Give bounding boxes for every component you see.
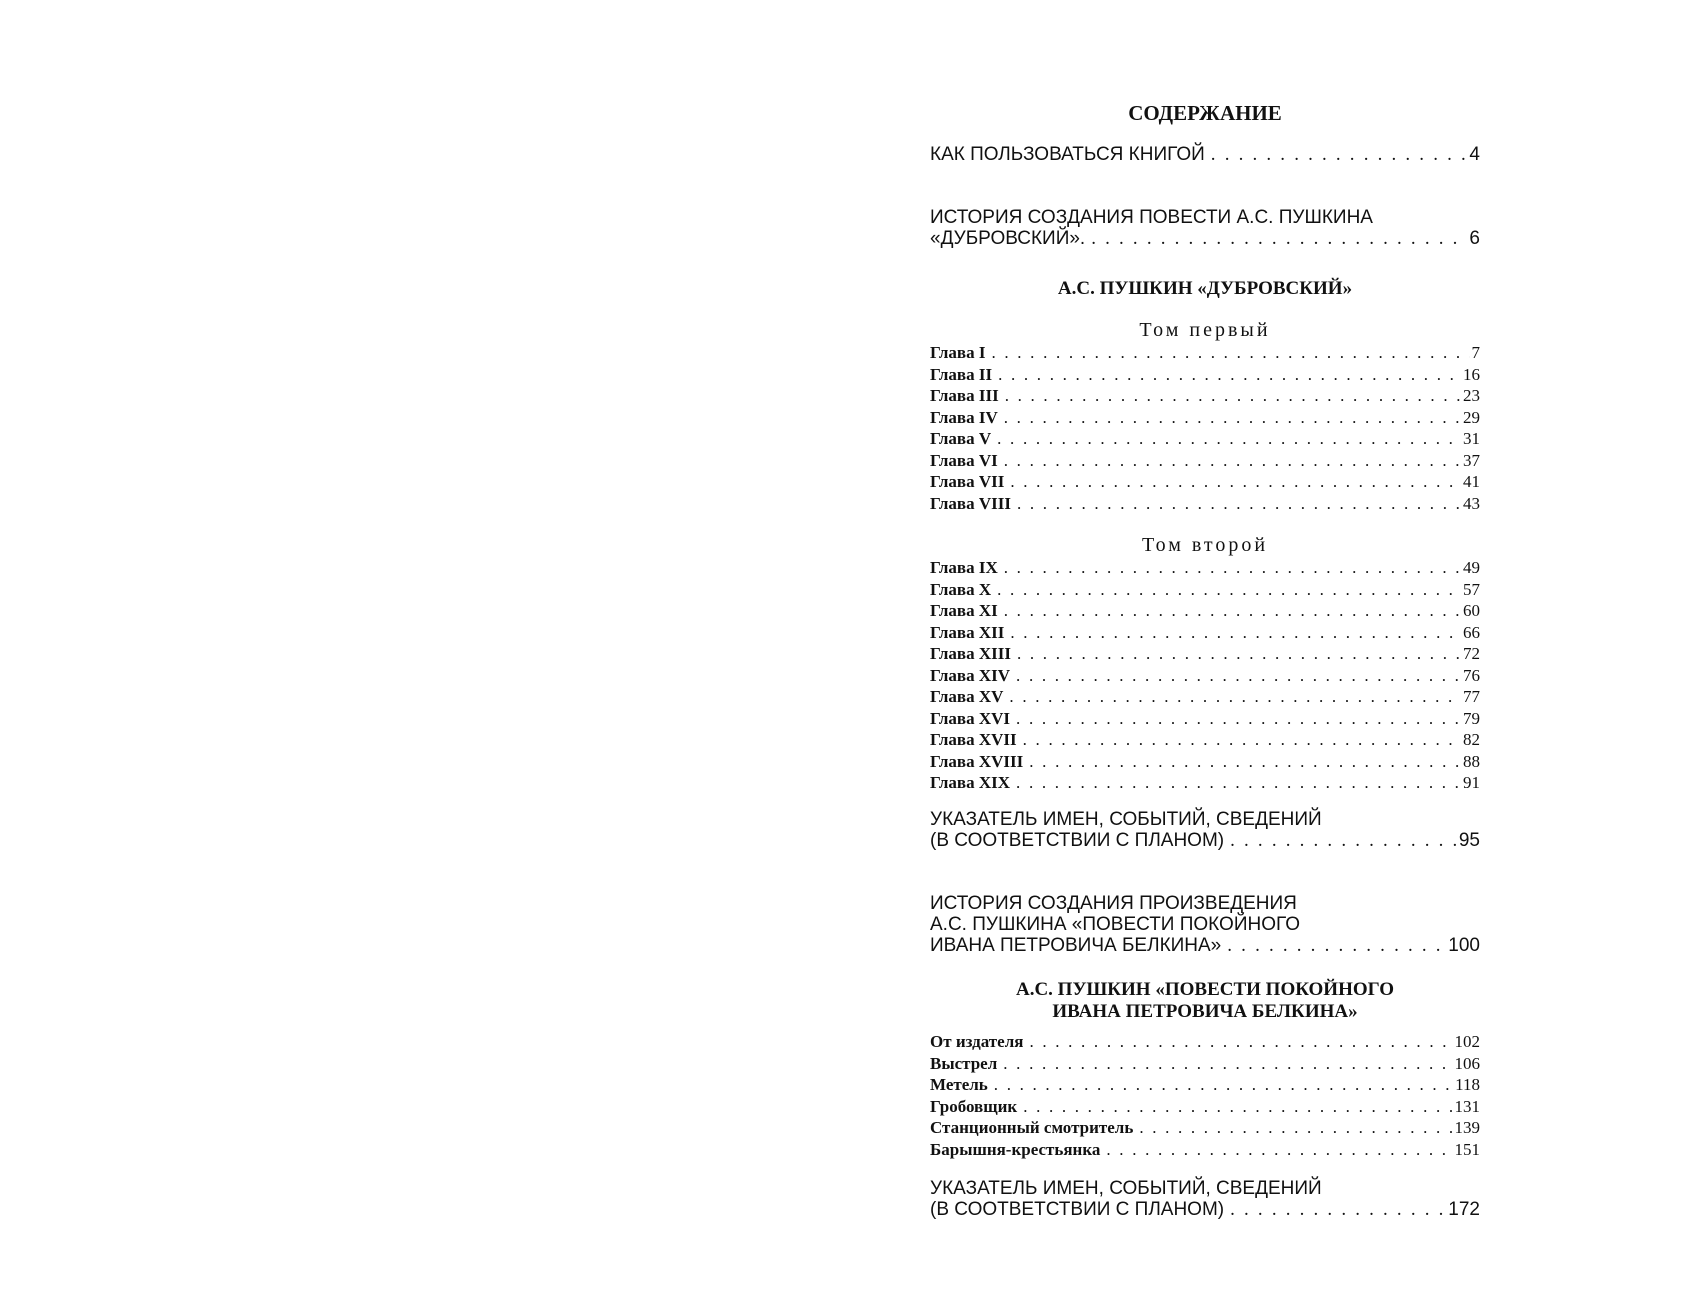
toc-chapter-row[interactable]	[930, 772, 1480, 794]
entry-label: Гробовщик	[930, 1096, 1018, 1116]
dot-leader	[1004, 450, 1461, 472]
entry-page: 76	[1463, 665, 1480, 685]
entry-label: Выстрел	[930, 1053, 998, 1073]
dot-leader	[1010, 471, 1461, 493]
entry-page: 7	[1471, 343, 1480, 362]
entry-page: 23	[1463, 386, 1480, 405]
entry-page: 79	[1463, 708, 1480, 728]
entry-page: 131	[1454, 1096, 1480, 1116]
dot-leader	[1139, 1117, 1452, 1139]
entry-page: 151	[1454, 1139, 1480, 1159]
entry-label: Глава XV	[930, 687, 1004, 706]
toc-entry-index1[interactable]	[930, 809, 1480, 851]
entry-label: Глава X	[930, 579, 992, 599]
toc-chapter-row[interactable]	[930, 751, 1480, 773]
entry-label-line: УКАЗАТЕЛЬ ИМЕН, СОБЫТИЙ, СВЕДЕНИЙ	[930, 1178, 1322, 1199]
toc-chapter-row[interactable]	[930, 342, 1480, 364]
entry-page: 49	[1463, 558, 1480, 577]
dot-leader	[1004, 557, 1461, 579]
toc-chapter-row[interactable]	[930, 471, 1480, 493]
section-title-dubrovsky	[930, 278, 1480, 300]
dot-leader	[998, 364, 1461, 386]
entry-label-line: УКАЗАТЕЛЬ ИМЕН, СОБЫТИЙ, СВЕДЕНИЙ	[930, 809, 1322, 830]
entry-label: Глава VI	[930, 450, 998, 470]
entry-page: 106	[1454, 1053, 1480, 1073]
toc-chapter-row[interactable]	[930, 450, 1480, 472]
toc-chapter-row[interactable]	[930, 428, 1480, 450]
entry-label-line: «ДУБРОВСКИЙ».	[930, 228, 1086, 249]
toc-chapter-row[interactable]	[930, 557, 1480, 579]
entry-page: 139	[1454, 1118, 1480, 1137]
dot-leader	[1029, 751, 1461, 773]
entry-page: 100	[1448, 935, 1480, 956]
dot-leader	[1017, 493, 1461, 515]
toc-story-row[interactable]	[930, 1117, 1480, 1139]
entry-label: Барышня-крестьянка	[930, 1139, 1101, 1159]
entry-label: Глава III	[930, 386, 999, 405]
dot-leader	[1004, 600, 1461, 622]
entry-label: Глава XIV	[930, 665, 1011, 685]
dot-leader	[1010, 622, 1461, 644]
toc-story-row[interactable]	[930, 1031, 1480, 1053]
toc-chapter-row[interactable]	[930, 708, 1480, 730]
entry-label: От издателя	[930, 1032, 1024, 1051]
dot-leader	[997, 579, 1461, 601]
entry-label: Глава XVIII	[930, 751, 1024, 771]
toc-chapter-row[interactable]	[930, 622, 1480, 644]
entry-page: 43	[1463, 493, 1480, 513]
entry-page: 82	[1463, 730, 1480, 749]
toc-chapter-row[interactable]	[930, 579, 1480, 601]
toc-entry-history-belkin[interactable]	[930, 893, 1480, 956]
entry-page: 31	[1463, 429, 1480, 448]
entry-label: Глава XVI	[930, 708, 1011, 728]
entry-label: Глава I	[930, 343, 986, 362]
entry-page: 29	[1463, 407, 1480, 427]
entry-page: 102	[1454, 1032, 1480, 1051]
toc-chapter-row[interactable]	[930, 686, 1480, 708]
entry-label: Глава XI	[930, 601, 998, 620]
toc-title: СОДЕРЖАНИЕ	[1128, 101, 1282, 125]
toc-entry-how-to-use[interactable]	[930, 144, 1480, 165]
dot-leader	[1227, 935, 1446, 956]
dot-leader	[1016, 772, 1461, 794]
toc-chapter-row[interactable]	[930, 729, 1480, 751]
dot-leader	[1017, 643, 1461, 665]
entry-page: 95	[1458, 830, 1480, 851]
entry-page: 4	[1469, 144, 1480, 165]
toc-chapter-row[interactable]	[930, 665, 1480, 687]
dot-leader	[1009, 686, 1461, 708]
entry-label: Глава II	[930, 364, 993, 384]
entry-label: Метель	[930, 1075, 988, 1094]
entry-page: 6	[1469, 228, 1480, 249]
dot-leader	[1004, 407, 1461, 429]
dot-leader	[1005, 385, 1461, 407]
entry-label: Глава XII	[930, 622, 1005, 642]
dot-leader	[1029, 1031, 1452, 1053]
entry-label: КАК ПОЛЬЗОВАТЬСЯ КНИГОЙ	[930, 144, 1205, 165]
volume1-title: Том первый	[1139, 319, 1271, 341]
entry-label-line: (В СООТВЕТСТВИИ С ПЛАНОМ)	[930, 830, 1225, 851]
entry-page: 41	[1463, 472, 1480, 491]
belkin-story-list	[930, 1031, 1480, 1160]
entry-page: 91	[1463, 773, 1480, 792]
entry-page: 60	[1463, 601, 1480, 620]
entry-label: Глава XVII	[930, 730, 1017, 749]
volume1-chapter-list	[930, 342, 1480, 514]
entry-label-line: (В СООТВЕТСТВИИ С ПЛАНОМ)	[930, 1199, 1225, 1220]
entry-page: 77	[1463, 687, 1480, 706]
entry-page: 37	[1463, 450, 1480, 470]
toc-story-row[interactable]	[930, 1139, 1480, 1161]
section-title-line: А.С. ПУШКИН «ДУБРОВСКИЙ»	[1057, 278, 1353, 299]
dot-leader	[991, 342, 1469, 364]
toc-chapter-row[interactable]	[930, 364, 1480, 386]
toc-story-row[interactable]	[930, 1096, 1480, 1118]
entry-label: Станционный смотритель	[930, 1118, 1134, 1137]
toc-chapter-row[interactable]	[930, 407, 1480, 429]
entry-label: Глава VII	[930, 472, 1005, 491]
entry-label-line: А.С. ПУШКИНА «ПОВЕСТИ ПОКОЙНОГО	[930, 914, 1300, 935]
dot-leader	[1211, 144, 1468, 165]
entry-label: Глава IV	[930, 407, 998, 427]
dot-leader	[1016, 665, 1461, 687]
entry-label: Глава XIII	[930, 644, 1011, 663]
entry-label-line: ИСТОРИЯ СОЗДАНИЯ ПРОИЗВЕДЕНИЯ	[930, 893, 1297, 914]
volume2-chapter-list	[930, 557, 1480, 794]
dot-leader	[1023, 1096, 1452, 1118]
entry-label-line: ИВАНА ПЕТРОВИЧА БЕЛКИНА»	[930, 935, 1222, 956]
toc-chapter-row[interactable]	[930, 643, 1480, 665]
toc-page	[930, 0, 1480, 1312]
entry-page: 88	[1463, 751, 1480, 771]
dot-leader	[1106, 1139, 1452, 1161]
dot-leader	[1091, 228, 1467, 249]
dot-leader	[1003, 1053, 1452, 1075]
toc-entry-index2[interactable]	[930, 1178, 1480, 1220]
section-title-line: ИВАНА ПЕТРОВИЧА БЕЛКИНА»	[1052, 1001, 1358, 1022]
entry-page: 72	[1463, 644, 1480, 663]
dot-leader	[1023, 729, 1461, 751]
toc-entry-history-dubrovsky[interactable]	[930, 207, 1480, 249]
dot-leader	[1016, 708, 1461, 730]
volume2-title: Том второй	[1141, 534, 1269, 556]
toc-chapter-row[interactable]	[930, 600, 1480, 622]
entry-label: Глава XIX	[930, 773, 1011, 792]
dot-leader	[1230, 1199, 1446, 1220]
entry-page: 118	[1455, 1075, 1480, 1094]
entry-page: 57	[1463, 579, 1480, 599]
toc-chapter-row[interactable]	[930, 385, 1480, 407]
dot-leader	[1230, 830, 1457, 851]
dot-leader	[994, 1074, 1453, 1096]
entry-page: 66	[1463, 622, 1480, 642]
entry-label: Глава V	[930, 429, 992, 448]
dot-leader	[997, 428, 1461, 450]
entry-page: 16	[1463, 364, 1480, 384]
toc-chapter-row[interactable]	[930, 493, 1480, 515]
entry-page: 172	[1448, 1199, 1480, 1220]
section-title-belkin	[930, 979, 1480, 1023]
entry-label-line: ИСТОРИЯ СОЗДАНИЯ ПОВЕСТИ А.С. ПУШКИНА	[930, 207, 1373, 228]
entry-label: Глава IX	[930, 558, 998, 577]
section-title-line: А.С. ПУШКИН «ПОВЕСТИ ПОКОЙНОГО	[1015, 979, 1395, 1000]
entry-label: Глава VIII	[930, 493, 1011, 513]
toc-story-row[interactable]	[930, 1053, 1480, 1075]
toc-story-row[interactable]	[930, 1074, 1480, 1096]
